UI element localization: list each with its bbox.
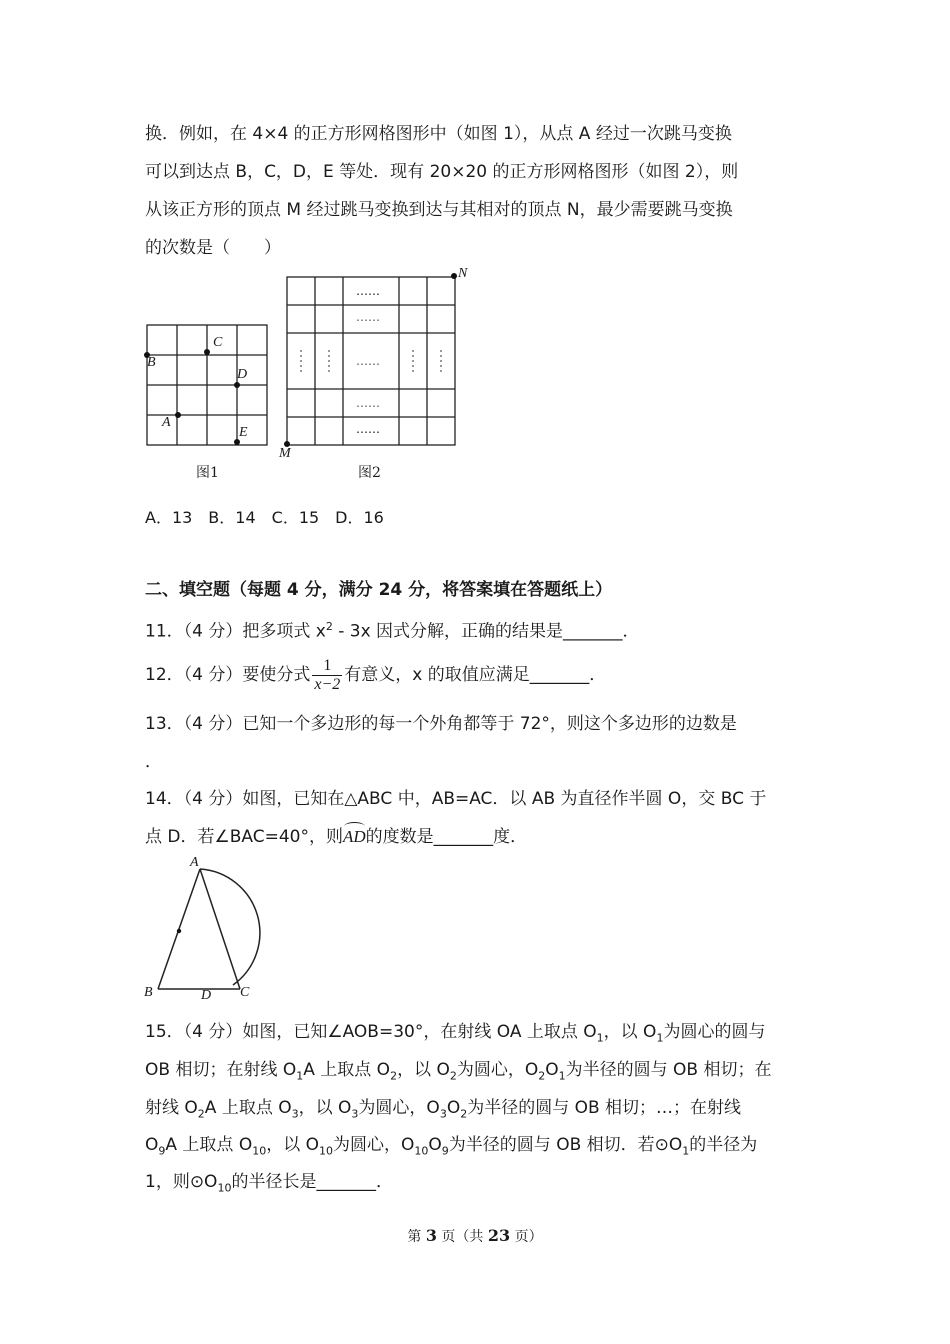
figure-1-grid <box>140 318 275 453</box>
label-M: M <box>279 446 291 461</box>
fraction: $\frac{1}{x-2}$ <box>314 656 341 693</box>
label-N: N <box>458 266 468 281</box>
label-E: E <box>239 425 248 440</box>
label-A: A <box>190 855 199 870</box>
q10-text-line3: 从该正方形的顶点 M 经过跳马变换到达与其相对的顶点 N，最少需要跳马变换 <box>145 200 733 220</box>
q10-text-line2: 可以到达点 B，C，D，E 等处．现有 20×20 的正方形网格图形（如图 2），则 <box>145 162 739 182</box>
fig2-dots-row2: …… <box>356 310 380 324</box>
label-D: D <box>201 988 212 1003</box>
q10-options: A．13 B．14 C．15 D．16 <box>145 508 384 527</box>
point-C <box>204 349 210 355</box>
arc-AD: AD <box>343 825 366 849</box>
fig2-dots-top: …… <box>356 284 380 298</box>
fig2-dots-bottom: …… <box>356 422 380 436</box>
q15-text-line1: 15．（4 分）如图，已知∠AOB=30°，在射线 OA 上取点 $O_1$，以 $O_1$为圆心的圆与 <box>145 1022 766 1045</box>
figure-2-caption: 图2 <box>358 465 381 481</box>
q15-text-line3: 射线 $O_2A$ 上取点 $O_3$，以 $O_3$为圆心，$O_3O_2$为半径的圆与 OB 相切；…；在射线 <box>145 1098 742 1121</box>
q14-text-line2: 点 D．若∠BAC=40°，则AD的度数是_______度． <box>145 827 528 847</box>
figure-2-grid <box>278 268 478 463</box>
q15-text-line2: OB 相切；在射线 $O_1A$ 上取点 $O_2$，以 $O_2$为圆心，$O_2O_1$为半径的圆与 OB 相切；在 <box>145 1060 772 1083</box>
point-A <box>175 412 181 418</box>
q10-text-line4: 的次数是（ ） <box>145 238 281 258</box>
q15-text-line5: 1，则$⊙O_{10}$的半径长是_______． <box>145 1172 393 1195</box>
page-number: 3 <box>425 1226 437 1245</box>
total-pages: 23 <box>487 1226 511 1245</box>
section-2-heading: 二、填空题（每题 4 分，满分 24 分，将答案填在答题纸上） <box>145 580 613 600</box>
label-A: A <box>162 415 171 430</box>
fig2-dots-middle: …… <box>356 354 380 368</box>
q10-text-line1: 换．例如，在 4×4 的正方形网格图形中（如图 1），从点 A 经过一次跳马变换 <box>145 124 732 144</box>
label-B: B <box>147 355 156 370</box>
center-O <box>177 929 181 933</box>
label-C: C <box>213 335 223 350</box>
fig2-dots-row4: …… <box>356 396 380 410</box>
q13-text-line1: 13．（4 分）已知一个多边形的每一个外角都等于 72°，则这个多边形的边数是 <box>145 714 737 734</box>
label-D: D <box>237 367 248 382</box>
point-N <box>451 273 457 279</box>
q13-text-line2: ． <box>145 752 162 772</box>
question-12: 12．（4 分）要使分式 $\frac{1}{x-2}$ 有意义，x 的取值应满足_______． <box>145 656 607 693</box>
q14-text-line1: 14．（4 分）如图，已知在△ABC 中，AB=AC．以 AB 为直径作半圆 O，交 BC 于 <box>145 789 767 809</box>
label-B: B <box>144 985 153 1000</box>
label-C: C <box>240 985 250 1000</box>
question-11: 11．（4 分）把多项式 $x^2 - 3x$ 因式分解，正确的结果是_______． <box>145 620 640 642</box>
figure-1-caption: 图1 <box>196 465 219 481</box>
q14-figure <box>140 855 265 1005</box>
q15-text-line4: $O_9A$ 上取点 $O_{10}$，以 $O_{10}$为圆心，$O_{10}O_9$为半径的圆与 OB 相切．若$⊙O_1$的半径为 <box>145 1135 758 1158</box>
page-footer: 第 3 页（共 23 页） <box>407 1226 543 1245</box>
